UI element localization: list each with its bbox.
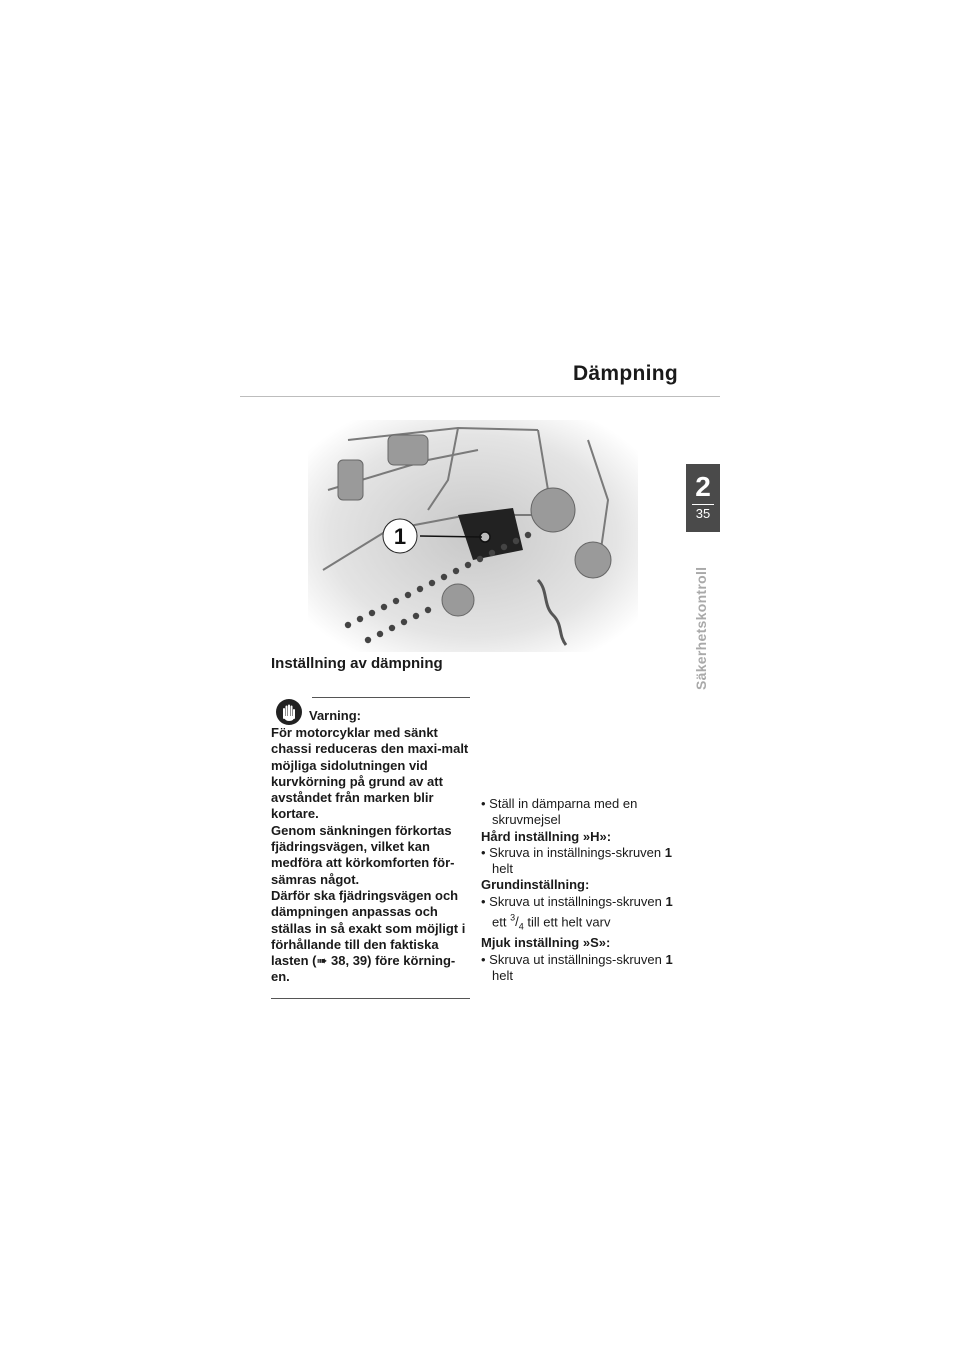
list-item: • Ställ in dämparna med en skruvmejsel — [481, 796, 638, 828]
chapter-tab — [686, 464, 720, 532]
warning-label: Varning: — [309, 708, 362, 723]
warning-paragraph: Därför ska fjädringsvägen och dämpningen anpassas och ställas in så exakt som möjligt i förhållande till den faktiska lasten (➠ 38, 39) före körning-en. — [271, 887, 466, 985]
figure-callout: 1 — [393, 524, 407, 549]
warning-top-rule — [312, 697, 470, 698]
page-number: 35 — [695, 506, 711, 521]
page-title: Dämpning — [572, 362, 678, 385]
list-item: • Skruva in inställnings-skruven 1 helt — [481, 844, 672, 877]
list-item: • Skruva ut inställnings-skruven 1 helt — [481, 951, 673, 983]
warning-paragraph: För motorcyklar med sänkt chassi reduceras den maxi-malt möjliga sidolutningen vid kurvkörning på grund av att avståndet från marken blir kortare. — [271, 725, 469, 822]
fraction: $^3/_4$ — [510, 913, 524, 932]
chapter-number: 2 — [695, 471, 711, 502]
step-heading-hard: Hård inställning »H»: — [481, 828, 612, 844]
step-heading-soft: Mjuk inställning »S»: — [481, 935, 611, 951]
instructions — [481, 796, 681, 984]
chapter-side-label: Säkerhetskontroll — [693, 566, 709, 690]
warning-bottom-rule — [271, 998, 470, 999]
warning-body — [271, 725, 471, 986]
section-heading: Inställning av dämpning — [271, 655, 443, 672]
warning-paragraph: Genom sänkningen förkortas fjädringsvägen, vilket kan medföra att körkomforten för-sämras något. — [271, 822, 455, 887]
stop-hand-icon — [275, 698, 303, 726]
suspension-photo — [308, 420, 638, 652]
list-item: • Skruva ut inställnings-skruven 1 ett $^3/_4$ till ett helt varv — [481, 893, 673, 932]
title-divider — [240, 396, 720, 397]
step-heading-basic: Grundinställning: — [481, 877, 590, 893]
